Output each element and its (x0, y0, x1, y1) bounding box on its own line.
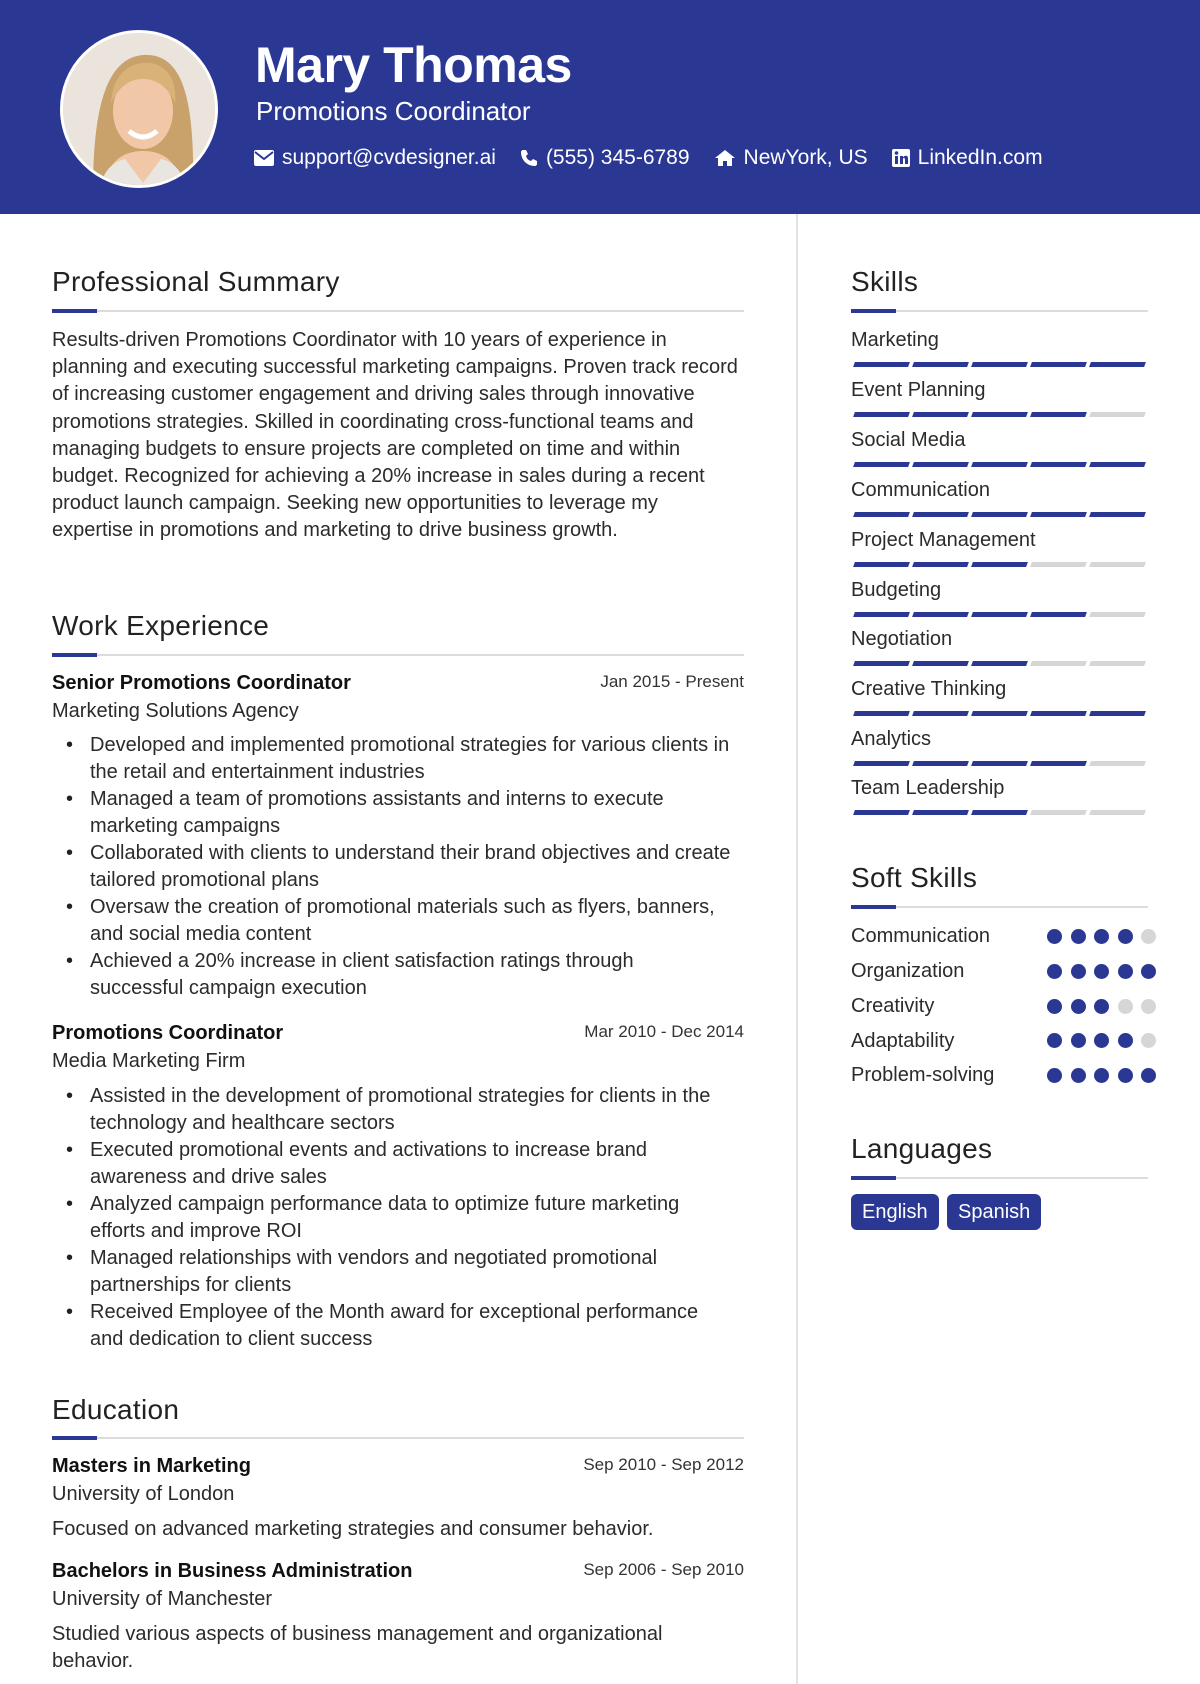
skill-level-segment (912, 562, 969, 567)
degree-title: Bachelors in Business Administration (52, 1560, 413, 1582)
rating-dot (1094, 999, 1109, 1014)
skill-name: Project Management (851, 529, 1036, 551)
language-badge-english: English (851, 1194, 939, 1230)
skill-name: Team Leadership (851, 777, 1005, 799)
rating-dot (1071, 929, 1086, 944)
skill-name: Creative Thinking (851, 678, 1007, 700)
contact-linkedin[interactable] (892, 146, 1043, 170)
rating-dot (1118, 964, 1133, 979)
experience-heading: Work Experience (52, 610, 270, 641)
skill-level-segment (912, 761, 969, 766)
degree-date: Sep 2006 - Sep 2010 (583, 1560, 744, 1579)
job-date: Jan 2015 - Present (600, 672, 744, 691)
degree-title: Masters in Marketing (52, 1455, 251, 1477)
contact-location-text: NewYork, US (743, 146, 868, 169)
skill-level-segment (971, 711, 1028, 716)
skill-level-segment (1030, 362, 1087, 367)
soft-skill-name: Problem-solving (851, 1064, 995, 1086)
skill-bar (852, 462, 1148, 467)
skill-level-segment (853, 711, 910, 716)
job-bullets (52, 732, 732, 1002)
rating-dot (1047, 964, 1062, 979)
language-badge-spanish: Spanish (947, 1194, 1041, 1230)
skill-level-segment (1089, 362, 1146, 367)
skill-bar (852, 711, 1148, 716)
skill-level-segment (1089, 711, 1146, 716)
skill-level-segment (1030, 810, 1087, 815)
skill-level-segment (1089, 761, 1146, 766)
rating-dot (1047, 1033, 1062, 1048)
rating-dot (1071, 1033, 1086, 1048)
skill-level-segment (912, 412, 969, 417)
skill-level-segment (912, 810, 969, 815)
skill-level-segment (1030, 562, 1087, 567)
rating-dot (1094, 1033, 1109, 1048)
job-bullet: • Analyzed campaign performance data to optimize future marketing efforts and improve ROI (52, 1191, 732, 1245)
rating-dot (1118, 1033, 1133, 1048)
languages-rule-accent (851, 1176, 896, 1180)
skill-level-segment (1030, 661, 1087, 666)
skill-level-segment (853, 412, 910, 417)
skill-bar (852, 761, 1148, 766)
skill-level-segment (1030, 612, 1087, 617)
skill-level-segment (971, 810, 1028, 815)
rating-dot (1071, 999, 1086, 1014)
skill-level-segment (971, 362, 1028, 367)
skill-level-segment (1089, 512, 1146, 517)
education-rule-accent (52, 1436, 97, 1440)
skill-name: Analytics (851, 728, 932, 750)
job-bullet: • Received Employee of the Month award for exceptional performance and dedication to client success (52, 1299, 732, 1353)
soft-skill-name: Communication (851, 925, 990, 947)
phone-icon (520, 149, 538, 167)
skill-level-segment (912, 711, 969, 716)
home-icon (714, 149, 736, 167)
skill-level-segment (1089, 412, 1146, 417)
skill-level-segment (853, 810, 910, 815)
avatar (60, 30, 218, 188)
skill-level-segment (1030, 711, 1087, 716)
contact-email-text: support@cvdesigner.ai (282, 146, 496, 169)
job-bullet: • Achieved a 20% increase in client satisfaction ratings through successful campaign execution (52, 948, 732, 1002)
linkedin-icon (892, 149, 910, 167)
rating-dot (1071, 1068, 1086, 1083)
rating-dot (1141, 929, 1156, 944)
contact-email[interactable] (254, 146, 496, 170)
experience-rule (52, 654, 744, 656)
envelope-icon (254, 150, 274, 166)
skill-level-segment (1089, 562, 1146, 567)
skills-rule-accent (851, 309, 896, 313)
degree-date: Sep 2010 - Sep 2012 (583, 1455, 744, 1474)
skill-level-segment (971, 761, 1028, 766)
header-banner (0, 0, 1200, 214)
skill-level-segment (912, 612, 969, 617)
degree-description: Focused on advanced marketing strategies and consumer behavior. (52, 1518, 654, 1540)
avatar-photo-icon (63, 33, 218, 188)
skill-level-segment (1030, 512, 1087, 517)
rating-dot (1141, 1068, 1156, 1083)
rating-dot (1094, 964, 1109, 979)
skill-bar (852, 612, 1148, 617)
job-bullet: • Developed and implemented promotional strategies for various clients in the retail and entertainment industries (52, 732, 732, 786)
summary-rule-accent (52, 309, 97, 313)
job-bullet: • Managed relationships with vendors and negotiated promotional partnerships for clients (52, 1245, 732, 1299)
education-rule (52, 1437, 744, 1439)
skill-level-segment (853, 761, 910, 766)
skill-bar (852, 512, 1148, 517)
soft-skill-name: Creativity (851, 995, 935, 1017)
soft-skills-rule-accent (851, 905, 896, 909)
skill-level-segment (912, 362, 969, 367)
skill-name: Event Planning (851, 379, 986, 401)
job-bullet: • Oversaw the creation of promotional materials such as flyers, banners, and social media content (52, 894, 732, 948)
job-title: Senior Promotions Coordinator (52, 672, 351, 694)
job-bullet: • Collaborated with clients to understand their brand objectives and create tailored promotional plans (52, 840, 732, 894)
rating-dot (1047, 999, 1062, 1014)
rating-dot (1118, 1068, 1133, 1083)
rating-dot (1118, 929, 1133, 944)
skill-name: Negotiation (851, 628, 953, 650)
contact-location (714, 146, 868, 170)
education-heading: Education (52, 1394, 180, 1425)
rating-dot (1141, 999, 1156, 1014)
rating-dot (1047, 1068, 1062, 1083)
rating-dot (1094, 929, 1109, 944)
skill-level-segment (912, 462, 969, 467)
skill-level-segment (853, 661, 910, 666)
job-bullet: • Executed promotional events and activations to increase brand awareness and drive sales (52, 1137, 732, 1191)
job-date: Mar 2010 - Dec 2014 (584, 1022, 744, 1041)
skill-level-segment (912, 661, 969, 666)
skill-level-segment (1030, 462, 1087, 467)
rating-dot (1141, 1033, 1156, 1048)
school-name: University of London (52, 1483, 235, 1505)
contact-list (254, 146, 1043, 170)
soft-skill-name: Adaptability (851, 1030, 955, 1052)
skill-level-segment (971, 661, 1028, 666)
job-title: Promotions Coordinator (52, 1022, 284, 1044)
skill-bar (852, 810, 1148, 815)
job-bullet: • Managed a team of promotions assistants and interns to execute marketing campaigns (52, 786, 732, 840)
summary-text: Results-driven Promotions Coordinator with 10 years of experience in planning and executing successful marketing campaigns. Proven track record of increasing customer engagement and driving sales through innovative promotions strategies. Skilled in coordinating cross-functional teams and managing budgets to ensure projects are completed on time and within budget. Recognized for achieving a 20% increase in sales during a recent product launch campaign. Seeking new opportunities to leverage my expertise in promotions and marketing to drive business growth. (52, 329, 738, 542)
skill-level-segment (853, 362, 910, 367)
skill-bar (852, 362, 1148, 367)
rating-dot (1071, 964, 1086, 979)
skill-bar (852, 412, 1148, 417)
skill-bar (852, 562, 1148, 567)
contact-linkedin-text: LinkedIn.com (917, 146, 1043, 169)
skill-level-segment (853, 512, 910, 517)
rating-dot (1118, 999, 1133, 1014)
rating-dot (1094, 1068, 1109, 1083)
summary-rule (52, 310, 744, 312)
soft-skills-heading: Soft Skills (851, 862, 978, 893)
experience-rule-accent (52, 653, 97, 657)
skill-level-segment (1089, 810, 1146, 815)
skill-level-segment (853, 462, 910, 467)
languages-heading: Languages (851, 1133, 993, 1164)
skill-level-segment (853, 562, 910, 567)
skill-level-segment (1030, 761, 1087, 766)
skill-level-segment (1030, 412, 1087, 417)
skill-level-segment (971, 462, 1028, 467)
job-bullet: • Assisted in the development of promotional strategies for clients in the technology and healthcare sectors (52, 1083, 732, 1137)
skill-level-segment (971, 612, 1028, 617)
summary-heading: Professional Summary (52, 266, 340, 297)
skill-name: Marketing (851, 329, 939, 351)
skill-name: Budgeting (851, 579, 942, 601)
skill-bar (852, 661, 1148, 666)
contact-phone-text: (555) 345-6789 (545, 146, 690, 169)
skill-level-segment (1089, 462, 1146, 467)
job-company: Media Marketing Firm (52, 1050, 246, 1072)
rating-dot (1141, 964, 1156, 979)
soft-skill-name: Organization (851, 960, 965, 982)
skill-level-segment (971, 512, 1028, 517)
rating-dot (1047, 929, 1062, 944)
column-divider (796, 214, 798, 1684)
job-company: Marketing Solutions Agency (52, 700, 299, 722)
skill-level-segment (1089, 612, 1146, 617)
skill-level-segment (853, 612, 910, 617)
skill-name: Communication (851, 479, 990, 501)
skill-level-segment (971, 412, 1028, 417)
skill-level-segment (971, 562, 1028, 567)
degree-description: Studied various aspects of business management and organizational behavior. (52, 1623, 663, 1672)
skill-name: Social Media (851, 429, 966, 451)
skill-level-segment (1089, 661, 1146, 666)
candidate-title: Promotions Coordinator (256, 96, 531, 126)
school-name: University of Manchester (52, 1588, 273, 1610)
contact-phone[interactable] (520, 146, 690, 170)
candidate-name: Mary Thomas (255, 37, 572, 93)
skills-heading: Skills (851, 266, 919, 297)
job-bullets (52, 1083, 732, 1353)
skill-level-segment (912, 512, 969, 517)
